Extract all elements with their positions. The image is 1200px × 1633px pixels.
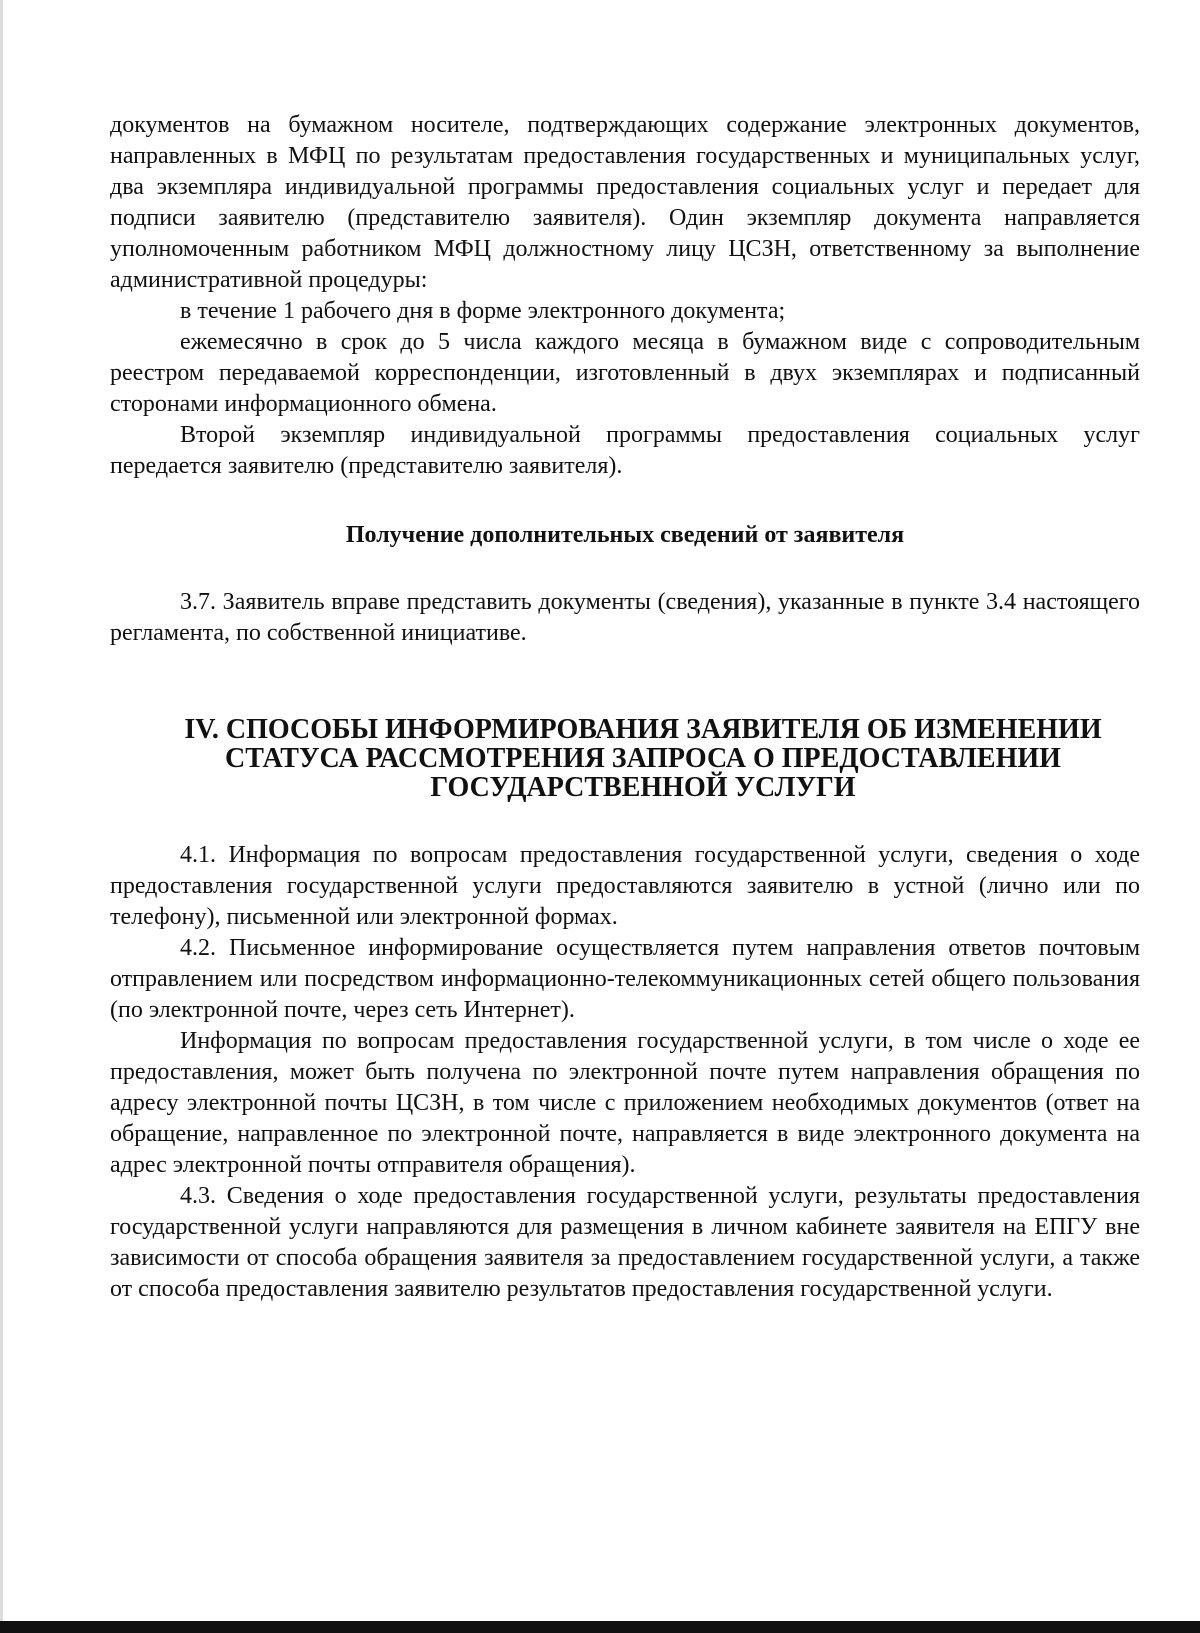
subheading-additional-info: Получение дополнительных сведений от заявителя: [345, 522, 905, 548]
paragraph-deadline-paper: ежемесячно в срок до 5 числа каждого месяца в бумажном виде с сопроводительным реестром передаваемой корреспонденции, изготовленный в двух экземплярах и подписанный сторонами информационного обмена.: [110, 329, 1140, 417]
paragraph-4-1: 4.1. Информация по вопросам предоставления государственной услуги, сведения о ходе предоставления государственной услуги предоставляются заявителю в устной (лично или по телефону), письменной или электронной формах.: [110, 842, 1140, 930]
paragraph-email-info: Информация по вопросам предоставления государственной услуги, в том числе о ходе ее предоставления, может быть получена по электронной почте путем направления обращения по адресу электронной почты ЦСЗН, в том числе с приложением необходимых документов (ответ на обращение, направленное по электронной почте, направляется в виде электронного документа на адрес электронной почты отправителя обращения).: [110, 1028, 1140, 1178]
document-body: [110, 110, 1140, 1305]
scan-bottom-edge: [0, 1621, 1200, 1633]
paragraph-continuation: документов на бумажном носителе, подтверждающих содержание электронных документов, направленных в МФЦ по результатам предоставления государственных и муниципальных услуг, два экземпляра индивидуальной программы предоставления социальных услуг и передает для подписи заявителю (представителю заявителя). Один экземпляр документа направляется уполномоченным работником МФЦ должностному лицу ЦСЗН, ответственному за выполнение административной процедуры:: [110, 112, 1140, 293]
paragraph-4-2: 4.2. Письменное информирование осуществляется путем направления ответов почтовым отправлением или посредством информационно-телекоммуникационных сетей общего пользования (по электронной почте, через сеть Интернет).: [110, 935, 1140, 1023]
paragraph-4-3: 4.3. Сведения о ходе предоставления государственной услуги, результаты предоставления государственной услуги направляются для размещения в личном кабинете заявителя на ЕПГУ вне зависимости от способа обращения заявителя за предоставлением государственной услуги, а также от способа предоставления заявителю результатов предоставления государственной услуги.: [110, 1183, 1140, 1302]
section-title-line: IV. СПОСОБЫ ИНФОРМИРОВАНИЯ ЗАЯВИТЕЛЯ ОБ ИЗМЕНЕНИИ: [184, 714, 1102, 745]
section-4-title: [110, 715, 1140, 802]
paragraph-second-copy: Второй экземпляр индивидуальной программы предоставления социальных услуг передается заявителю (представителю заявителя).: [110, 422, 1140, 479]
paragraph-deadline-electronic: в течение 1 рабочего дня в форме электронного документа;: [180, 298, 786, 324]
paragraph-3-7: 3.7. Заявитель вправе представить документы (сведения), указанные в пункте 3.4 настоящего регламента, по собственной инициативе.: [110, 589, 1140, 646]
section-title-line: СТАТУСА РАССМОТРЕНИЯ ЗАПРОСА О ПРЕДОСТАВЛЕНИИ: [225, 743, 1061, 774]
section-title-line: ГОСУДАРСТВЕННОЙ УСЛУГИ: [430, 772, 856, 803]
scan-left-edge: [0, 0, 3, 1633]
